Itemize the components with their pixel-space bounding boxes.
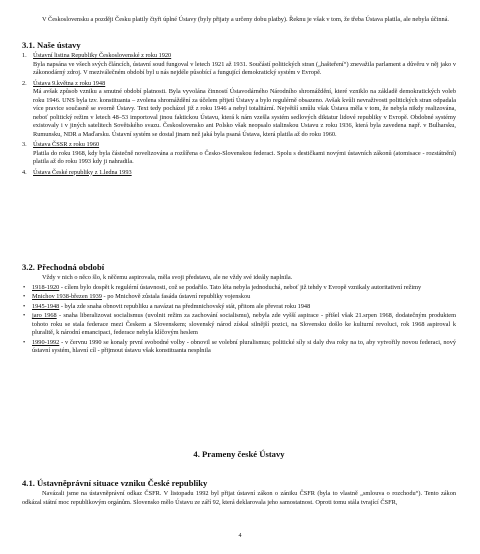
item-title: Ústava České republiky z 1.ledna 1993 <box>33 168 132 176</box>
period-text: - byla zde snaha obnovit republiku a navázat na předmnichovský stát, přitom ale převrat roku 1948 <box>59 302 311 310</box>
list-item <box>22 141 456 167</box>
item-body: Má avšak způsob vzniku a smutné období platnosti. Byla vyvolána činností Ústavodárného Národního shromáždění, které vzniklo na základě demokratických voleb roku 1946. UNS byla tzv. konstituanta – zvolena shromáždění za účelem přijetí Ústavy a bylo regulérně obsazeno. Avšak kvůli nevraživosti politických stran odpadala více pravice současně se svorně Ústavy. Text tedy pocházel již z roku 1946 a nebyl totalitární. Největší smůlu však Ústava měla v tom, že nebyla nikdy realizována, neboť politický režim v letech 48–53 importoval jinou faktickou Ústavu, která k nám vzešla systém sedlových diktatur lidové republiky v Evropě. Obdobné systémy existovaly i v jiných satelitech Sovětského svazu. Československo ani Polsko však neopsalo stalinskou Ustavu z roku 1936, která byla zavedena např. v Bulharsku, Rumunsku, NDR a Maďarsku. Ústavní systém se dostal jinam než jaká byla psaná Ústava, která platila až do roku 1960. <box>33 88 456 138</box>
period-years: 1918-1920 <box>32 283 60 291</box>
list-item <box>22 312 456 338</box>
list-item <box>22 52 456 78</box>
item-title: Ústavní listina Republiky Československé z roku 1920 <box>33 52 172 59</box>
item-title: Ústava 9.května z roku 1948 <box>33 79 106 87</box>
period-text: - cílem bylo dospět k regulérní ústavnosti, což se podařilo. Tato léta nebyla jednoduchá, neboť již tehdy v Evropě vznikaly autoritativní režimy <box>59 283 422 291</box>
chapter-4-title: 4. Prameny české Ústavy <box>193 449 285 459</box>
list-item <box>22 80 456 140</box>
item-body: Byla napsána ve všech svých článcích, ústavní soud fungoval v letech 1921 až 1931. Součástí politických stran („hašteření“) znevažila parlament a důvěru v něj jako v zákonodárný zdroj. V meziválečném období byl u nás nejdéle působící a fungující demokratický systém v Evropě. <box>33 60 456 76</box>
intro-paragraph: V Československu a později Česku platily čtyři úplné Ústavy (byly přijaty a určeny dobu platby). Řeknu je však v tom, že třeba Ústava platila, ale nebyla účinná. <box>42 16 449 23</box>
list-item <box>22 169 456 178</box>
period-years: 1945-1948 <box>32 302 60 310</box>
period-text: - snaha liberalizovat socialismus (uvolnit režim za zachování socialismu), nebyla zde vyšší aspirace - přišel však 21.srpen 1968, dodatečným produktem tohoto roku se stala federace mezi Českem a Slovenskem; slovenský národ získal silnější pozici, na Slovensku došlo ke kulturní revoluci, rok 1968 aspiroval k pluralitě, k národní emancipaci, federace nebyla klíčovým heslem <box>32 312 456 336</box>
list-item <box>22 284 456 293</box>
list-item <box>22 303 456 312</box>
item-title: Ústava ČSSR z roku 1960 <box>33 141 100 148</box>
item-body: Platila do roku 1968, kdy byla částečně novelizována a rozšířena o Česko-Slovenskou federaci. Spolu s destičkami novými ústavních zákonů (atomisace - rozstátnění) platila až do roku 1993 kdy ji nahradila. <box>33 149 456 165</box>
item-number: 2. <box>22 79 27 87</box>
section-4-1-title: 4.1. Ústavněprávní situace vzniku České republiky <box>22 478 208 488</box>
section-3-2-intro: Vždy v nich o něco šlo, k něčemu aspirovala, měla svoji představu, ale ne vždy své ideály naplnila. <box>42 274 293 281</box>
section-3-1-title: 3.1. Naše ústavy <box>22 40 81 50</box>
section-3-2-title: 3.2. Přechodná období <box>22 262 105 272</box>
section-3-1 <box>22 40 456 179</box>
period-text: - po Mnichově zůstala fasáda ústavní republiky vojenskou <box>101 293 251 300</box>
period-text: - v červnu 1990 se konaly první svobodné volby - obnovil se volební pluralismus; politické síly si daly dva roky na to, aby vytvořily novou federaci, nový ústavní systém, hlavní cíl - přijmout ústavu však konstituanta nesplnila <box>32 338 456 354</box>
period-years: Mnichov 1938-březen 1939 <box>32 293 102 300</box>
item-number: 3. <box>22 141 27 148</box>
section-3-2 <box>22 262 456 357</box>
section-4-1 <box>22 478 456 507</box>
periods-list <box>22 284 456 356</box>
section-4-1-body: Navázali jsme na ústavněprávní odkaz ČSFR. V listopadu 1992 byl přijat ústavní zákon o zániku ČSFR (byla to vlastně „smlouva o rozchodu“). Tento zákon odkázal státní moc republikovým orgánům. Slovensko mělo Ústavu ze září 92, která deklarovala jeho samostatnost. Oproti tomu stála tvrající ČSFR, <box>22 490 456 506</box>
item-number: 1. <box>22 52 27 59</box>
period-years: jaro 1968 <box>32 312 57 319</box>
item-number: 4. <box>22 168 27 176</box>
list-item <box>22 339 456 356</box>
constitutions-list <box>22 52 456 177</box>
period-years: 1990-1992 <box>32 338 60 346</box>
list-item <box>22 293 456 302</box>
page-number: 4 <box>238 533 242 539</box>
